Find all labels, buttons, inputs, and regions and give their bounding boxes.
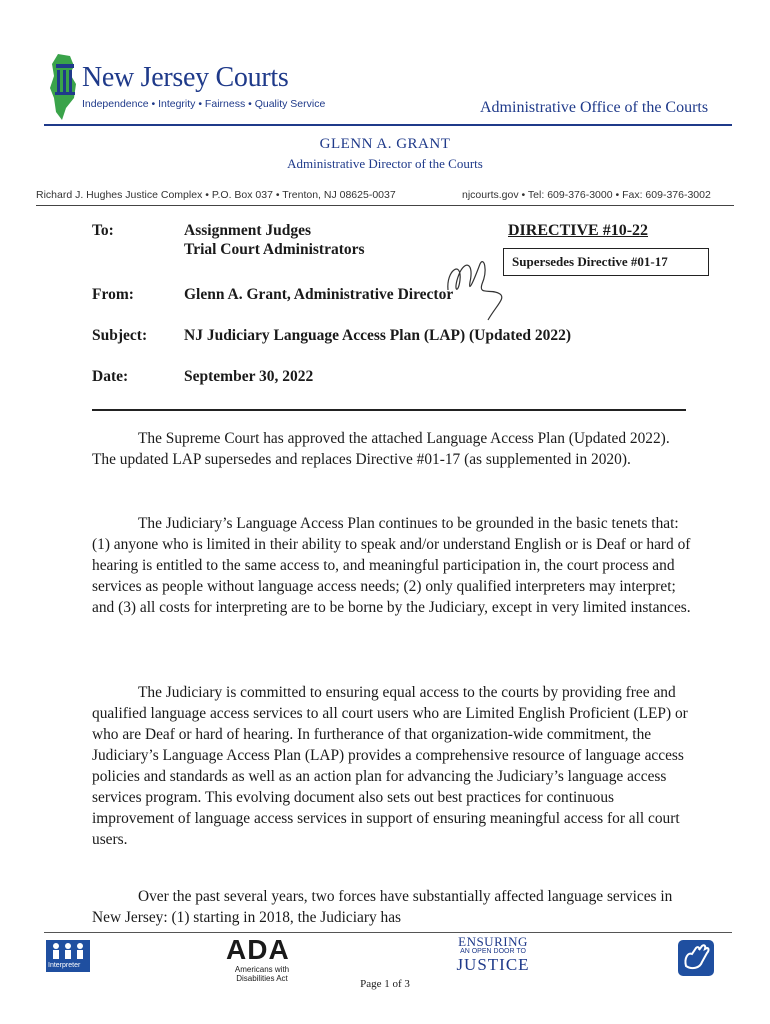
- supersedes-box: Supersedes Directive #01-17: [503, 248, 709, 276]
- body-paragraph-2: The Judiciary’s Language Access Plan continues to be grounded in the basic tenets that: (1) anyone who is limited in their ability to speak and/or understand English or is Deaf or hard of hearing is entitled to the same access to, and meaningful participation in, the court process and services as people without language access needs; (2) only qualified interpreters may interpret; and (3) all costs for interpreting are to be borne by the Judiciary, except in very limited instances.: [92, 515, 691, 616]
- director-name: GLENN A. GRANT: [319, 136, 451, 152]
- to-recipient-2: Trial Court Administrators: [184, 241, 365, 258]
- org-tagline: Independence • Integrity • Fairness • Quality Service: [82, 98, 326, 110]
- interpreter-label: Interpreter: [48, 962, 81, 969]
- footer-divider: [44, 932, 732, 933]
- to-label: To:: [92, 222, 114, 239]
- page-number: Page 1 of 3: [360, 978, 410, 990]
- contact-info: njcourts.gov • Tel: 609-376-3000 • Fax: 609-376-3002: [462, 189, 711, 201]
- ensuring-logo-top: ENSURING: [458, 934, 528, 949]
- memo-divider: [92, 409, 686, 411]
- office-name: Administrative Office of the Courts: [480, 99, 709, 116]
- ada-subtitle: Americans with Disabilities Act: [234, 965, 290, 983]
- sign-language-icon: [678, 940, 714, 976]
- mailing-address: Richard J. Hughes Justice Complex • P.O. Box 037 • Trenton, NJ 08625-0037: [36, 189, 396, 201]
- body-paragraph-4: Over the past several years, two forces have substantially affected language services in New Jersey: (1) starting in 2018, the Judiciary has: [92, 888, 673, 926]
- subject-label: Subject:: [92, 327, 148, 344]
- to-recipient-1: Assignment Judges: [184, 222, 312, 239]
- directive-number: DIRECTIVE #10-22: [508, 222, 649, 239]
- date-value: September 30, 2022: [184, 368, 314, 385]
- body-paragraph-1: The Supreme Court has approved the attached Language Access Plan (Updated 2022). The updated LAP supersedes and replaces Directive #01-17 (as supplemented in 2020).: [92, 430, 670, 468]
- org-name: New Jersey Courts: [82, 62, 289, 93]
- ensuring-logo-mid: AN OPEN DOOR TO: [460, 948, 526, 955]
- ensuring-logo-bottom: JUSTICE: [456, 955, 530, 974]
- address-divider: [36, 205, 734, 206]
- ada-logo: ADA: [226, 934, 290, 965]
- director-title: Administrative Director of the Courts: [287, 156, 483, 171]
- from-value: Glenn A. Grant, Administrative Director: [184, 286, 454, 303]
- letterhead-divider: [44, 124, 732, 126]
- interpreter-icon: [46, 940, 90, 972]
- subject-value: NJ Judiciary Language Access Plan (LAP) (Updated 2022): [184, 327, 572, 344]
- date-label: Date:: [92, 368, 129, 385]
- from-label: From:: [92, 286, 134, 303]
- body-paragraph-3: The Judiciary is committed to ensuring equal access to the courts by providing free and qualified language access services to all court users who are Limited English Proficient (LEP) or who are Deaf or hard of hearing. In furtherance of that organization-wide commitment, the Judiciary’s Language Access Plan (LAP) provides a comprehensive resource of language access policies and standards as well as an action plan for advancing the Judiciary’s language access services program. This evolving document also sets out best practices for continuous improvement of language access services in support of ensuring meaningful access for all court users.: [92, 684, 688, 848]
- nj-courts-logo-icon: [44, 50, 84, 122]
